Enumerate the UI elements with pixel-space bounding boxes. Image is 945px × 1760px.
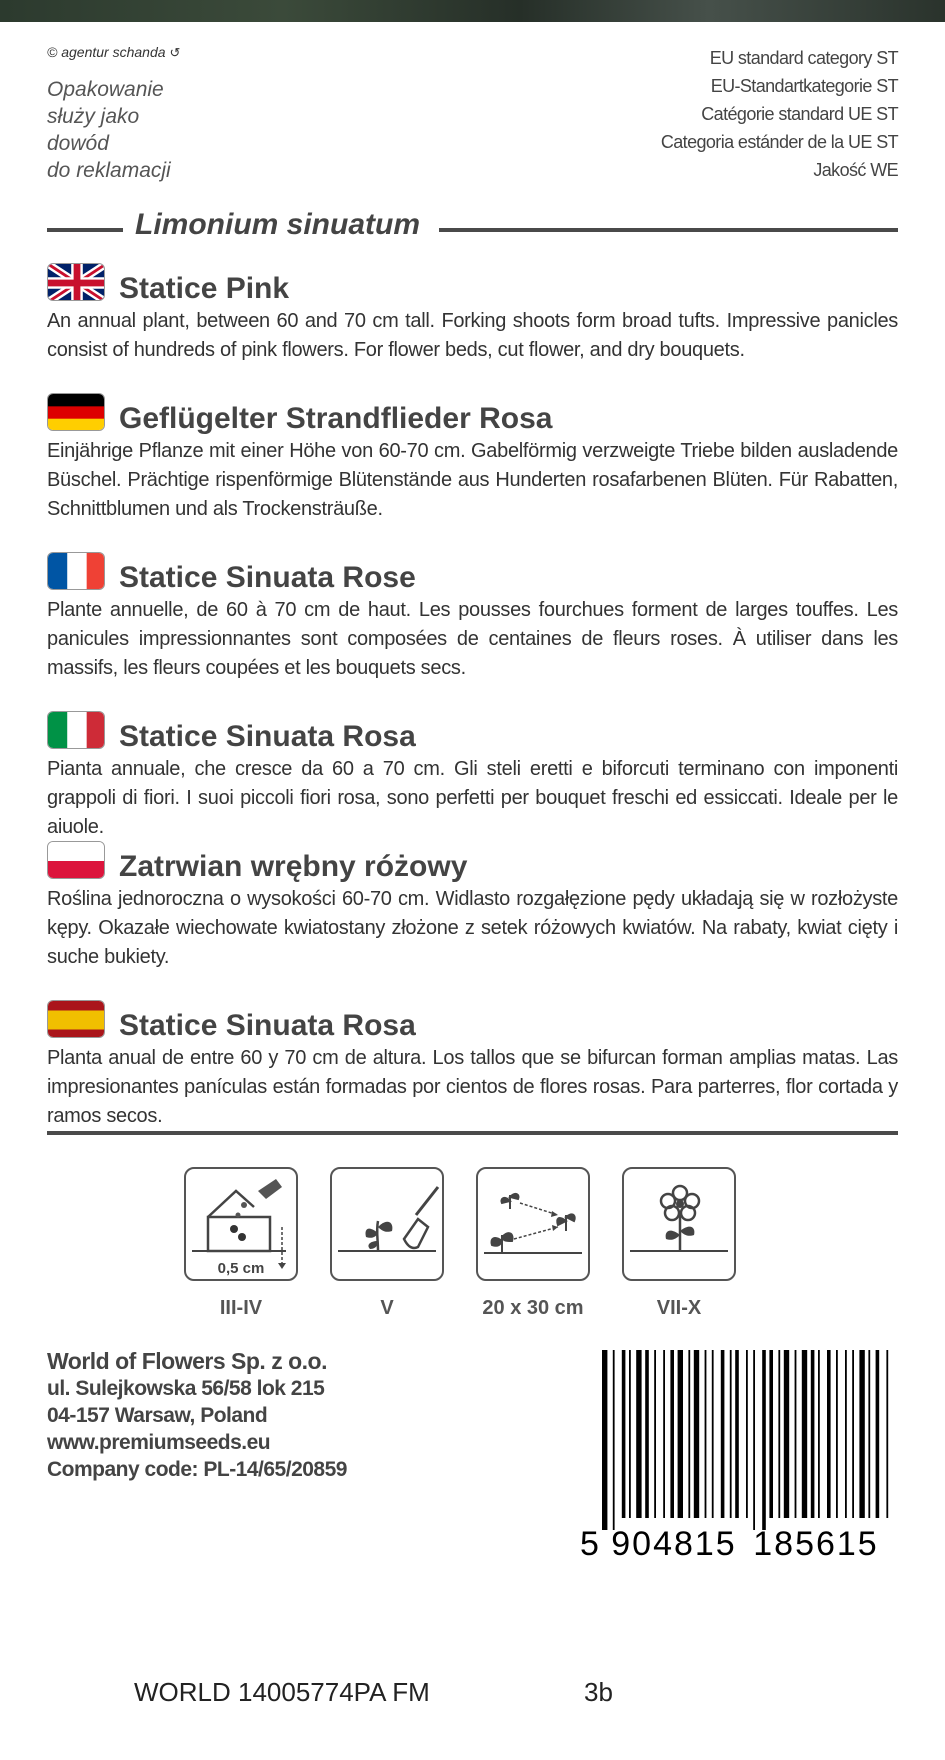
- germany-flag-icon: [47, 393, 105, 431]
- company-code: Company code: PL-14/65/20859: [47, 1458, 347, 1481]
- standard-line: Categoria estánder de la UE ST: [660, 132, 898, 152]
- barcode-bar: [645, 1350, 649, 1518]
- flowering-icon: [622, 1167, 736, 1281]
- spacing-icon: [476, 1167, 590, 1281]
- barcode-bar: [778, 1350, 780, 1518]
- spain-flag-icon: [47, 1000, 105, 1038]
- barcode-bar: [663, 1350, 665, 1518]
- barcode-bar: [852, 1350, 854, 1518]
- barcode-bar: [622, 1350, 626, 1518]
- barcode-bar: [613, 1350, 615, 1530]
- flowering-period: VII-X: [656, 1297, 702, 1319]
- package-note-line: Opakowanie: [47, 78, 164, 101]
- barcode-bar: [629, 1350, 631, 1518]
- standard-line: Jakość WE: [813, 160, 898, 180]
- agency-logo-icon: ↺: [169, 45, 181, 60]
- barcode-bar: [802, 1350, 807, 1518]
- section-text: Roślina jednoroczna o wysokości 60-70 cm. Widlasto rozgałęzione pędy układają się w rozłożyste kępy. Okazałe wiechowate kwiatostany złożone z setek różowych kwiatów. Na rabaty, kwiat cięty i suche bukiety.: [47, 888, 898, 968]
- company-street: ul. Sulejkowska 56/58 lok 215: [47, 1377, 325, 1400]
- section-title: Zatrwian wrębny różowy: [119, 850, 468, 883]
- sowing-depth: 0,5 cm: [217, 1260, 265, 1277]
- transplant-period: V: [380, 1297, 394, 1319]
- barcode-bar: [730, 1350, 732, 1518]
- company-info: [47, 1348, 347, 1483]
- section-title: Statice Sinuata Rosa: [119, 1009, 416, 1042]
- barcode-bar: [827, 1350, 831, 1518]
- barcode-digits-left: 904815: [611, 1525, 737, 1562]
- barcode-bar: [818, 1350, 820, 1518]
- company-website: www.premiumseeds.eu: [47, 1431, 271, 1454]
- standard-line: Catégorie standard UE ST: [701, 104, 898, 124]
- section-fr: [47, 552, 898, 683]
- barcode-bar: [746, 1350, 748, 1518]
- uk-flag-icon: [47, 263, 105, 301]
- rule-left: [47, 228, 123, 232]
- barcode-bar: [811, 1350, 815, 1518]
- copyright-line: © agentur schanda ↺: [47, 44, 181, 60]
- barcode-bar: [886, 1350, 888, 1518]
- barcode-bar: [688, 1350, 690, 1518]
- barcode-bar: [678, 1350, 683, 1518]
- rule-right: [439, 228, 898, 232]
- latin-name-row: [47, 208, 898, 248]
- divider: [47, 1131, 898, 1135]
- barcode-bar: [795, 1350, 797, 1518]
- transplant-icon: [330, 1167, 444, 1281]
- section-en: [47, 263, 898, 365]
- section-text: Einjährige Pflanze mit einer Höhe von 60-70 cm. Gabelförmig verzweigte Triebe bilden ausladende Büschel. Prächtige rispenförmige Blütenstände aus Hunderten rosafarbenen Blüten. Für Rabatten, Schnittblumen und als Trockensträuße.: [47, 440, 898, 520]
- poland-flag-icon: [47, 841, 105, 879]
- package-note-line: do reklamacji: [47, 159, 171, 182]
- print-code: WORLD 14005774PA FM: [134, 1677, 430, 1707]
- section-title: Statice Pink: [119, 272, 290, 305]
- section-text: Planta anual de entre 60 y 70 cm de altura. Los tallos que se bifurcan forman amplias matas. Las impresionantes panículas están formadas por cientos de flores rosas. Para parterres, flor cortada y ramos secos.: [47, 1047, 898, 1127]
- barcode-bar: [721, 1350, 725, 1518]
- barcode-bar: [636, 1350, 641, 1518]
- barcode-bar: [859, 1350, 864, 1518]
- section-de: [47, 393, 898, 524]
- print-version: 3b: [584, 1677, 613, 1707]
- top-photo-strip: [0, 0, 945, 22]
- section-text: An annual plant, between 60 and 70 cm tall. Forking shoots form broad tufts. Impressive panicles consist of hundreds of pink flowers. For flower beds, cut flower, and dry bouquets.: [47, 310, 898, 361]
- barcode-digits-right: 185615: [753, 1525, 879, 1562]
- section-it: [47, 711, 898, 842]
- standard-line: EU-Standartkategorie ST: [710, 76, 898, 96]
- italy-flag-icon: [47, 711, 105, 749]
- section-text: Pianta annuale, che cresce da 60 a 70 cm. Gli steli eretti e biforcuti terminano con imponenti grappoli di fiori. I suoi piccoli fiori rosa, sono perfetti per bouquet freschi ed essiccati. Ideale per le aiuole.: [47, 758, 898, 838]
- package-note: [47, 76, 247, 184]
- barcode-bar: [868, 1350, 870, 1518]
- sow-indoors-icon: [184, 1167, 298, 1281]
- section-title: Statice Sinuata Rosa: [119, 720, 416, 753]
- section-pl: [47, 841, 898, 972]
- section-title: Geflügelter Strandflieder Rosa: [119, 402, 553, 435]
- barcode-bar: [753, 1350, 755, 1530]
- barcode-bar: [769, 1350, 773, 1518]
- barcode-bar: [712, 1350, 714, 1518]
- company-name: World of Flowers Sp. z o.o.: [47, 1348, 327, 1374]
- package-note-line: służy jako: [47, 105, 140, 128]
- section-text: Plante annuelle, de 60 à 70 cm de haut. Les pousses fourchues forment de larges touffes. Les panicules impressionnantes sont composées de centaines de fleurs roses. À utiliser dans les massifs, les fleurs coupées et les bouquets secs.: [47, 599, 898, 679]
- barcode-bar: [845, 1350, 847, 1518]
- spacing-value: 20 x 30 cm: [482, 1297, 584, 1319]
- standard-line: EU standard category ST: [709, 48, 898, 68]
- barcode-digit-first: 5: [580, 1525, 599, 1562]
- company-city: 04-157 Warsaw, Poland: [47, 1404, 268, 1427]
- latin-name: Limonium sinuatum: [135, 208, 420, 241]
- barcode-bar: [735, 1350, 739, 1518]
- barcode-bar: [670, 1350, 674, 1518]
- section-es: [47, 1000, 898, 1131]
- package-note-line: dowód: [47, 132, 109, 155]
- section-title: Statice Sinuata Rose: [119, 561, 416, 594]
- sowing-period: III-IV: [219, 1297, 263, 1319]
- barcode-bar: [784, 1350, 789, 1518]
- copyright-text: agentur schanda: [61, 44, 166, 60]
- barcode-bar: [602, 1350, 607, 1530]
- barcode-bar: [836, 1350, 838, 1518]
- barcode-bar: [654, 1350, 656, 1518]
- barcode-bar: [705, 1350, 707, 1518]
- barcode: [572, 1350, 900, 1562]
- france-flag-icon: [47, 552, 105, 590]
- eu-standard-block: [661, 44, 898, 184]
- barcode-bar: [762, 1350, 766, 1530]
- barcode-bar: [694, 1350, 699, 1518]
- barcode-bar: [876, 1350, 880, 1518]
